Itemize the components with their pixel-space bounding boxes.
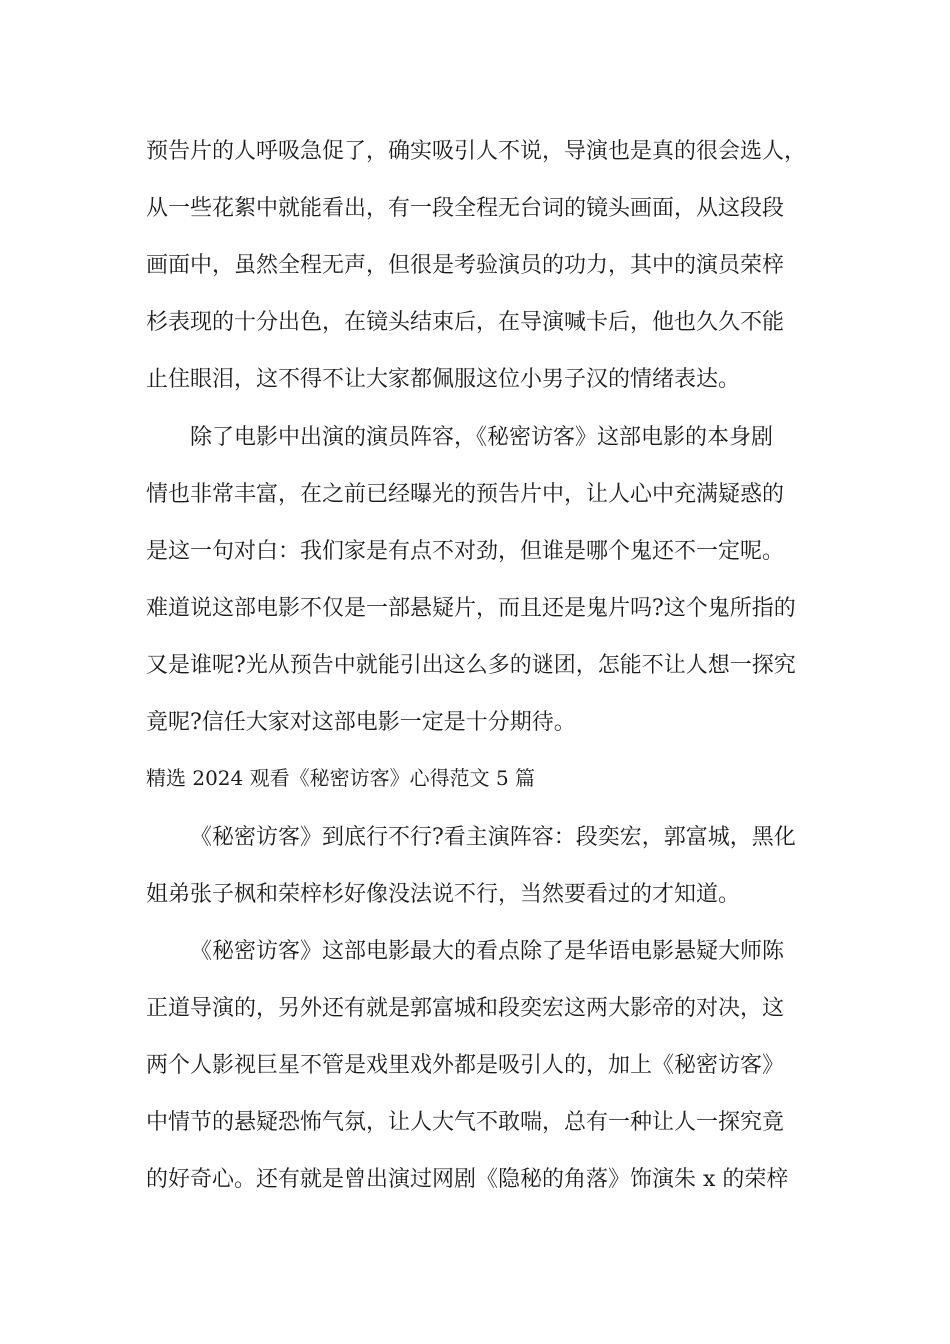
line-text: 预告片的人呼吸急促了，确实吸引人不说，导演也是真的很会选人， — [146, 139, 807, 164]
line-text: 是这一句对白：我们家是有点不对劲，但谁是哪个鬼还不一定呢。 — [146, 539, 785, 564]
heading-text: 精选 2024 观看《秘密访客》心得范文 5 篇 — [146, 766, 536, 790]
line-text: 杉表现的十分出色，在镜头结束后，在导演喊卡后，他也久久不能 — [146, 310, 785, 335]
line-text: 难道说这部电影不仅是一部悬疑片，而且还是鬼片吗?这个鬼所指的 — [146, 596, 796, 621]
line-text: 的好奇心。还有就是曾出演过网剧《隐秘的角落》饰演朱 x 的荣梓 — [146, 1167, 789, 1192]
line-text: 中情节的悬疑恐怖气氛，让人大气不敢喘，总有一种让人一探究竟 — [146, 1110, 785, 1135]
line-text: 《秘密访客》这部电影最大的看点除了是华语电影悬疑大师陈 — [190, 939, 785, 964]
line-text: 止住眼泪，这不得不让大家都佩服这位小男子汉的情绪表达。 — [146, 367, 741, 392]
line-text: 除了电影中出演的演员阵容，《秘密访客》这部电影的本身剧 — [190, 425, 774, 450]
line-text: 正道导演的，另外还有就是郭富城和段奕宏这两大影帝的对决，这 — [146, 996, 785, 1021]
line-text: 情也非常丰富，在之前已经曝光的预告片中，让人心中充满疑惑的 — [146, 482, 785, 507]
line-text: 又是谁呢?光从预告中就能引出这么多的谜团，怎能不让人想一探究 — [146, 653, 796, 678]
line-text: 画面中，虽然全程无声，但很是考验演员的功力，其中的演员荣梓 — [146, 253, 785, 278]
line-text: 竟呢?信任大家对这部电影一定是十分期待。 — [146, 710, 576, 735]
line-text: 从一些花絮中就能看出，有一段全程无台词的镜头画面，从这段段 — [146, 196, 785, 221]
line-text: 《秘密访客》到底行不行?看主演阵容：段奕宏，郭富城，黑化 — [190, 825, 796, 850]
line-text: 两个人影视巨星不管是戏里戏外都是吸引人的，加上《秘密访客》 — [146, 1053, 785, 1078]
line-text: 姐弟张子枫和荣梓杉好像没法说不行，当然要看过的才知道。 — [146, 882, 741, 907]
